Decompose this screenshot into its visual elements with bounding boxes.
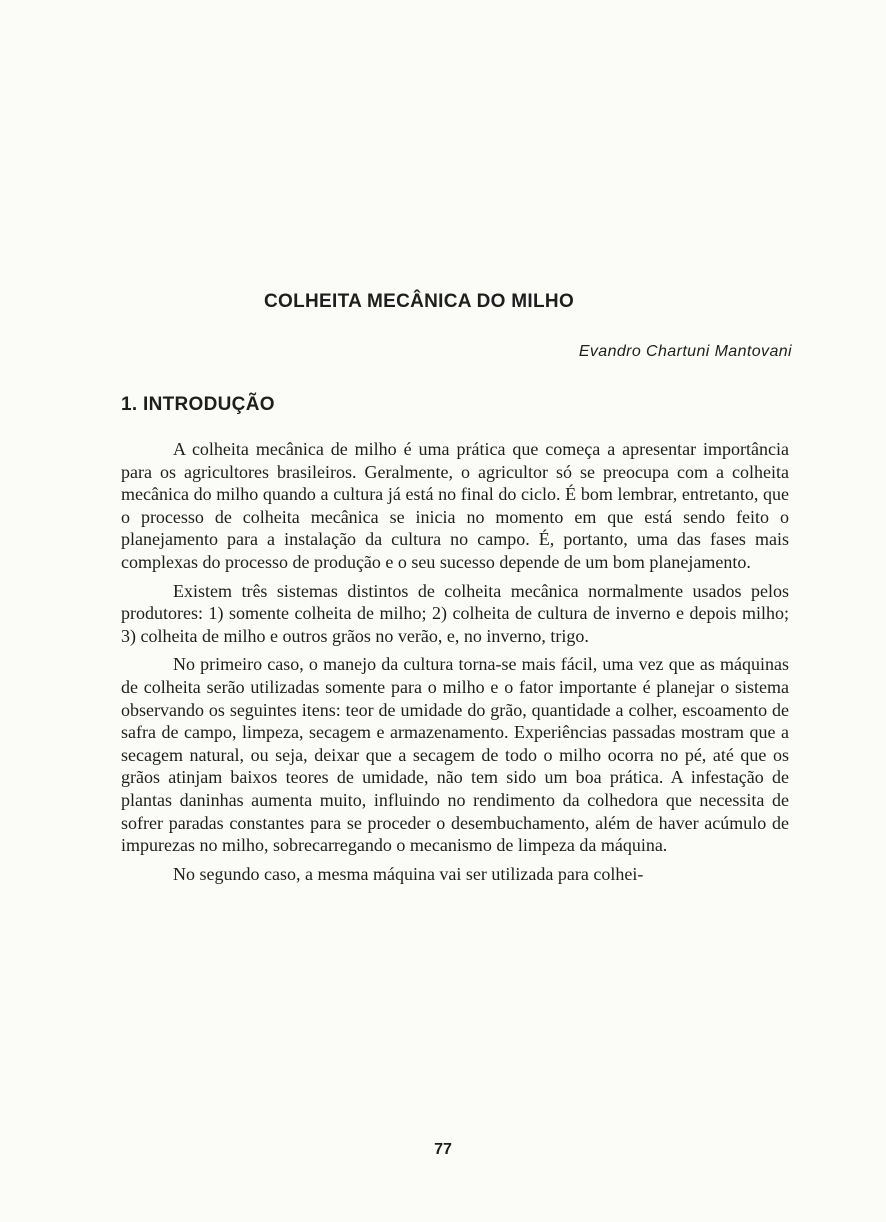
paragraph-1: A colheita mecânica de milho é uma prática que começa a apresentar importância para os agricultores brasileiros. Geralmente, o agricultor só se preocupa com a colheita mecânica do milho quando a cultura já está no final do ciclo. É bom lembrar, entretanto, que o processo de colheita mecânica se inicia no momento em que está sendo feito o planejamento para a instalação da cultura no campo. É, portanto, uma das fases mais complexas do processo de produção e o seu sucesso depende de um bom planejamento. xyxy=(121,439,789,572)
page-number: 77 xyxy=(434,1141,452,1158)
author-name: Evandro Chartuni Mantovani xyxy=(578,343,792,360)
paragraph-2: Existem três sistemas distintos de colheita mecânica normalmente usados pelos produtores: 1) somente colheita de milho; 2) colheita de cultura de inverno e depois milho; 3) colheita de milho e outros grãos no verão, e, no inverno, trigo. xyxy=(121,580,789,646)
section-heading: 1. INTRODUÇÃO xyxy=(121,394,275,415)
paragraph-4: No segundo caso, a mesma máquina vai ser utilizada para colhei- xyxy=(173,863,644,884)
article-title: COLHEITA MECÂNICA DO MILHO xyxy=(264,291,575,312)
paragraph-3: No primeiro caso, o manejo da cultura torna-se mais fácil, uma vez que as máquinas de colheita serão utilizadas somente para o milho e o fator importante é planejar o sistema observando os seguintes itens: teor de umidade do grão, quantidade a colher, escoamento de safra de campo, limpeza, secagem e armazenamento. Experiências passadas mostram que a secagem natural, ou seja, deixar que a secagem de todo o milho ocorra no pé, até que os grãos atinjam baixos teores de umidade, não tem sido um boa prática. A infestação de plantas daninhas aumenta muito, influindo no rendimento da colhedora que necessita de sofrer paradas constantes para se proceder o desembuchamento, além de haver acúmulo de impurezas no milho, sobrecarregando o mecanismo de limpeza da máquina. xyxy=(121,654,789,856)
body-text xyxy=(121,438,789,891)
